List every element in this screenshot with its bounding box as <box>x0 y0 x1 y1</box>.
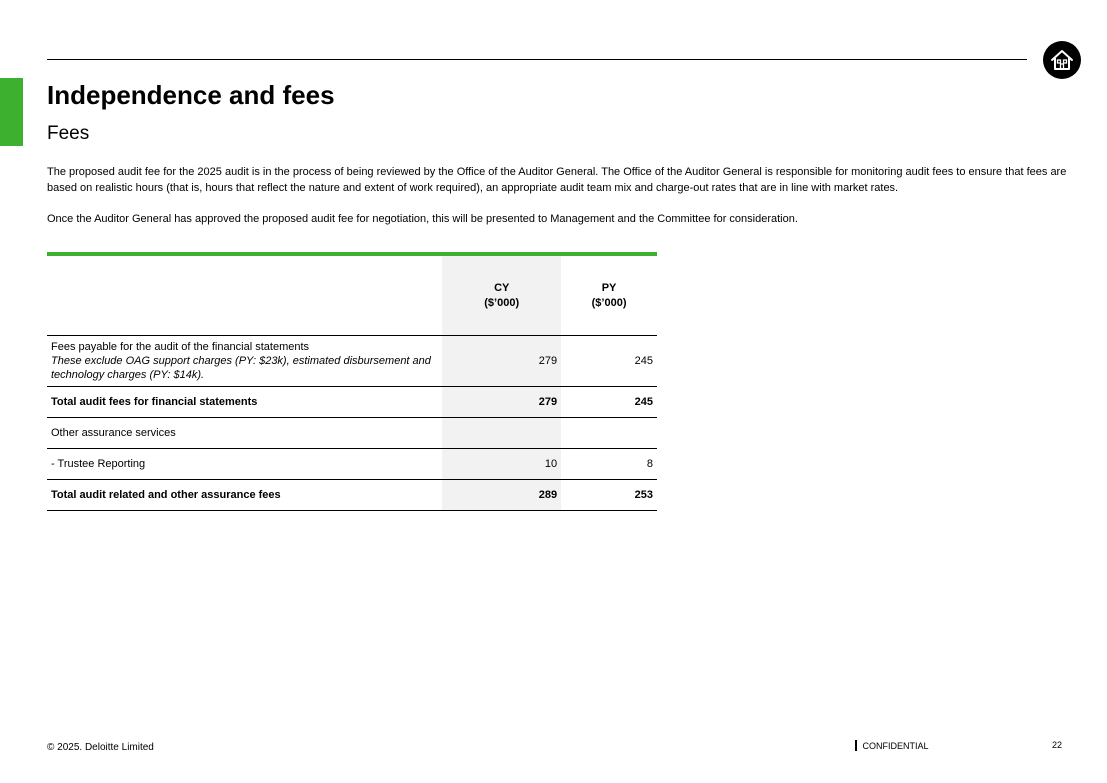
row-cy-value: 279 <box>442 387 561 418</box>
header-cy <box>442 256 561 336</box>
table-row <box>47 449 657 480</box>
header-cy-label: CY <box>494 281 510 294</box>
row-cy-value <box>442 418 561 449</box>
intro-paragraph-2: Once the Auditor General has approved the proposed audit fee for negotiation, this will be presented to Management and the Committee for consideration. <box>47 213 798 225</box>
footer-confidential <box>855 740 929 751</box>
page-title: Independence and fees <box>47 80 335 110</box>
row-label: Other assurance services <box>47 418 442 449</box>
header-rule <box>47 59 1027 60</box>
header-label-cell <box>47 256 442 336</box>
confidential-label: CONFIDENTIAL <box>862 740 929 751</box>
row-label: Total audit related and other assurance fees <box>47 480 442 511</box>
table-row <box>47 336 657 387</box>
table-row-grand-total <box>47 480 657 511</box>
row-label: - Trustee Reporting <box>47 449 442 480</box>
row-py-value: 8 <box>561 449 657 480</box>
fees-table <box>47 252 657 511</box>
row-py-value: 245 <box>561 387 657 418</box>
row-cy-value: 289 <box>442 480 561 511</box>
table-header-row <box>47 256 657 336</box>
row-py-value <box>561 418 657 449</box>
section-subtitle: Fees <box>47 123 90 144</box>
header-cy-unit: ($’000) <box>484 296 520 309</box>
row-label: Fees payable for the audit of the financial statements <box>51 341 310 353</box>
row-label: Total audit fees for financial statements <box>47 387 442 418</box>
row-note: These exclude OAG support charges (PY: $23k), estimated disbursement and technology charges (PY: $14k). <box>51 355 431 381</box>
row-py-value: 245 <box>561 336 657 387</box>
home-icon <box>1050 49 1074 71</box>
row-py-value: 253 <box>561 480 657 511</box>
header-py-label: PY <box>601 281 617 294</box>
row-cy-value: 10 <box>442 449 561 480</box>
section-accent-bar <box>0 78 23 146</box>
footer-divider <box>855 740 857 751</box>
table-row <box>47 418 657 449</box>
intro-paragraph-1: The proposed audit fee for the 2025 audit is in the process of being reviewed by the Office of the Auditor General. The Office of the Auditor General is responsible for monitoring audit fees to ensure that fees are based on realistic hours (that is, hours that reflect the nature and extent of work required), an appropriate audit team mix and charge-out rates that are in line with market rates. <box>47 166 1067 194</box>
row-cy-value: 279 <box>442 336 561 387</box>
page-number: 22 <box>1052 740 1063 750</box>
table-row-total <box>47 387 657 418</box>
row-label-cell <box>47 336 442 387</box>
header-py-unit: ($’000) <box>591 296 627 309</box>
header-py <box>561 256 657 336</box>
home-button[interactable] <box>1043 41 1081 79</box>
footer-copyright: © 2025. Deloitte Limited <box>47 742 154 753</box>
